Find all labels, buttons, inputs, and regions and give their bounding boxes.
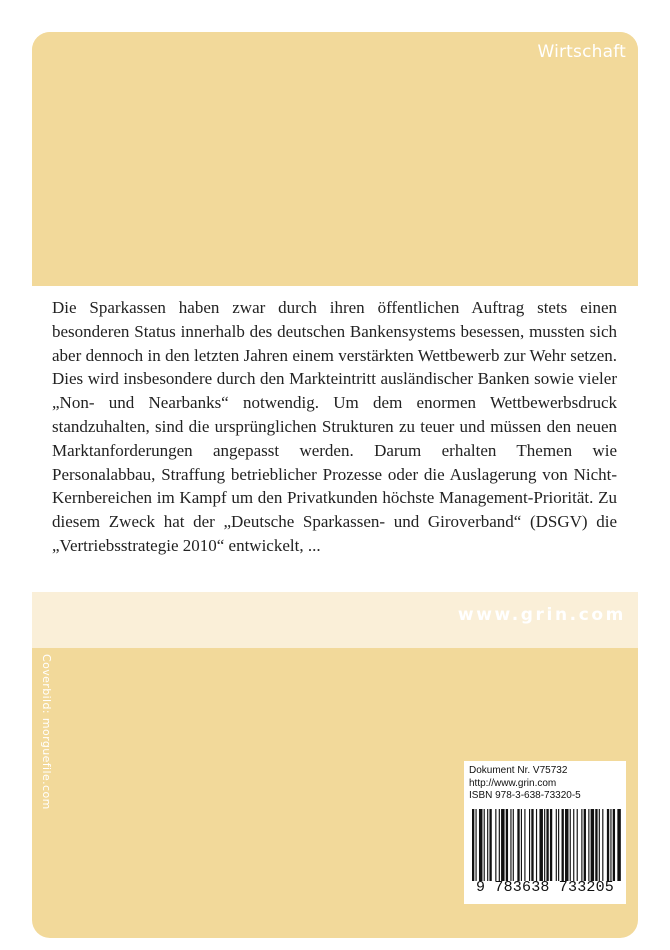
barcode-bar — [472, 809, 474, 881]
barcode-bar — [499, 809, 500, 881]
barcode-bar — [577, 809, 578, 881]
barcode-bar — [487, 809, 488, 881]
website-url[interactable]: www.grin.com — [457, 605, 626, 625]
barcode-bar — [591, 809, 594, 881]
barcode-bar — [489, 809, 491, 881]
barcode-bar — [475, 809, 476, 881]
barcode-bar — [558, 809, 559, 881]
blurb-text: Die Sparkassen haben zwar durch ihren öffentlichen Auftrag stets einen besonderen Status innerhalb des deutschen Bankensystems besessen, mussten sich aber dennoch in den letzten Jahren einem verstärkten Wettbewerb zur Wehr setzen. Dies wird insbesondere durch den Markteintritt ausländischer Banken sowie vieler „Non- und Nearbanks“ notwendig. Um dem enormen Wettbewerbsdruck standzuhalten, sind die ursprünglichen Strukturen zu teuer und müssen den neuen Marktanforderungen angepasst werden. Darum erhalten Themen wie Personalabbau, Straffung betrieblicher Prozesse oder die Auslagerung von Nicht-Kernbereichen im Kampf um den Privatkunden höchste Management-Priorität. Zu diesem Zweck hat der „Deutsche Sparkassen- und Giroverband“ (DSGV) die „Vertriebsstrategie 2010“ entwickelt, ... — [52, 298, 617, 555]
barcode-bar — [539, 809, 542, 881]
barcode-bar — [556, 809, 557, 881]
barcode-bar — [595, 809, 597, 881]
barcode-bar — [521, 809, 522, 881]
barcode-icon — [472, 809, 622, 881]
barcode-bar — [531, 809, 533, 881]
barcode-bar — [517, 809, 519, 881]
barcode-bar — [565, 809, 568, 881]
barcode-bar — [617, 809, 620, 881]
barcode-bar — [573, 809, 574, 881]
cover-credit: Coverbild: morguefile.com — [40, 654, 53, 810]
barcode-bar — [584, 809, 586, 881]
barcode-box — [464, 761, 626, 904]
url-band — [32, 592, 638, 648]
barcode-bar — [479, 809, 482, 881]
barcode-bar — [588, 809, 589, 881]
barcode-bar — [546, 809, 548, 881]
barcode-bar — [501, 809, 504, 881]
barcode-bar — [536, 809, 537, 881]
barcode-bar — [524, 809, 525, 881]
top-color-panel — [32, 32, 638, 286]
document-website: http://www.grin.com — [469, 777, 557, 789]
barcode-bar — [495, 809, 496, 881]
blurb-panel — [32, 286, 638, 592]
barcode-bar — [607, 809, 609, 881]
barcode-bar — [602, 809, 603, 881]
barcode-bar — [550, 809, 552, 881]
barcode-bar — [506, 809, 508, 881]
barcode-bar — [562, 809, 564, 881]
barcode-bar — [529, 809, 530, 881]
category-label: Wirtschaft — [537, 42, 626, 62]
barcode-bar — [613, 809, 615, 881]
barcode-bar — [513, 809, 514, 881]
barcode-bar — [544, 809, 545, 881]
barcode-bar — [599, 809, 600, 881]
barcode-bar — [484, 809, 485, 881]
document-info — [469, 765, 581, 803]
back-cover — [32, 32, 638, 938]
document-number: Dokument Nr. V75732 — [469, 765, 568, 776]
barcode-bar — [581, 809, 582, 881]
barcode-bar — [510, 809, 511, 881]
isbn-text: ISBN 978-3-638-73320-5 — [469, 790, 581, 801]
barcode-digits: 9 783638 733205 — [475, 879, 615, 896]
barcode-bar — [610, 809, 611, 881]
barcode-bar — [570, 809, 571, 881]
